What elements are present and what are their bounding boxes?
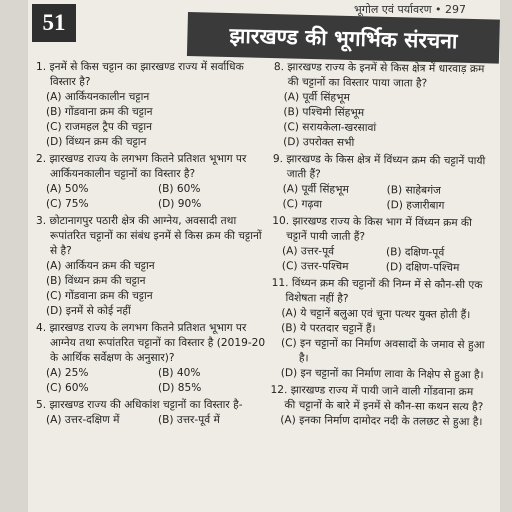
answer-option: (B) गोंडवाना क्रम की चट्टान — [46, 106, 153, 118]
question-text: 5. झारखण्ड राज्य की अधिकांश चट्टानों का विस्तार है- — [36, 399, 243, 411]
question-text: 8. झारखण्ड राज्य के इनमें से किस क्षेत्र में धारवाड़ क्रम की चट्टानों का विस्तार पाया जाता है? — [273, 60, 485, 90]
answer-option: (B) पश्चिमी सिंहभूम — [283, 106, 365, 119]
options-list — [272, 182, 486, 214]
answer-option: (C) गढ़वा — [282, 198, 323, 211]
question-text: 9. झारखण्ड के किस क्षेत्र में विंध्यन क्रम की चट्टानें पायी जाती हैं? — [272, 152, 486, 181]
answer-option: (C) इन चट्टानों का निर्माण अवसादों के जमाव से हुआ है। — [280, 337, 485, 365]
answer-option: (A) आर्कियनकालीन चट्टान — [46, 91, 150, 103]
answer-option: (B) 40% — [158, 367, 201, 379]
question-block — [273, 60, 488, 152]
answer-option: (D) दक्षिण-पश्चिम — [385, 261, 460, 274]
chapter-title: झारखण्ड की भूगर्भिक संरचना — [229, 23, 458, 54]
question-block — [36, 152, 266, 212]
answer-option: (C) गोंडवाना क्रम की चट्टान — [46, 290, 153, 302]
question-text: 4. झारखण्ड राज्य के लगभग कितने प्रतिशत भूभाग पर आग्नेय तथा रूपांतरित चट्टानों का विस्तार है (2019-20 के आर्थिक सर्वेक्षण के अनुसार)? — [36, 322, 266, 364]
options-list — [273, 90, 488, 152]
answer-option: (A) पूर्वी सिंहभूम — [283, 91, 350, 104]
answer-option: (C) सरायकेला-खरसावां — [283, 121, 377, 135]
question-block — [36, 321, 266, 396]
options-list — [272, 244, 486, 276]
answer-option: (C) 75% — [46, 198, 89, 210]
answer-option: (C) 60% — [46, 382, 89, 394]
question-text: 1. इनमें से किस चट्टान का झारखण्ड राज्य में सर्वाधिक विस्तार है? — [36, 61, 244, 88]
answer-option: (D) 90% — [158, 198, 202, 210]
answer-option: (B) साहेबगंज — [386, 184, 442, 197]
question-block — [272, 152, 487, 214]
answer-option: (A) उत्तर-पूर्व — [281, 245, 335, 258]
answer-option: (A) ये चट्टानें बलुआ एवं चूना पत्थर युक्त होती हैं। — [281, 307, 471, 322]
answer-option: (D) इन चट्टानों का निर्माण लावा के निक्षेप से हुआ है। — [280, 367, 484, 382]
answer-option: (B) दक्षिण-पूर्व — [385, 246, 445, 259]
book-page — [28, 0, 500, 512]
answer-option: (A) 50% — [46, 183, 89, 195]
chapter-number: 51 — [32, 4, 76, 42]
question-text: 2. झारखण्ड राज्य के लगभग कितने प्रतिशत भूभाग पर आर्कियनकालीन चट्टानों का विस्तार है? — [36, 153, 247, 180]
question-block — [36, 60, 266, 150]
left-column — [36, 60, 266, 430]
answer-option: (A) इनका निर्माण दामोदर नदी के तलछट से हुआ है। — [280, 414, 483, 429]
question-block — [272, 214, 487, 276]
answer-option: (D) हजारीबाग — [386, 199, 445, 212]
answer-option: (A) आर्कियन क्रम की चट्टान — [46, 260, 155, 272]
question-text: 12. झारखण्ड राज्य में पायी जाने वाली गोंडवाना क्रम की चट्टानों के बारे में इनमें से कौन-सा कथन सत्य है? — [270, 383, 484, 414]
answer-option: (B) उत्तर-पूर्व में — [158, 414, 220, 426]
options-list — [36, 259, 266, 319]
answer-option: (A) उत्तर-दक्षिण में — [46, 414, 120, 426]
question-block — [271, 276, 486, 383]
answer-option: (A) 25% — [46, 367, 89, 379]
options-list — [271, 306, 486, 383]
answer-option: (A) पूर्वी सिंहभूम — [282, 183, 349, 196]
answer-option: (D) विंध्यन क्रम की चट्टान — [46, 136, 147, 148]
question-block — [36, 214, 266, 319]
answer-option: (B) ये परतदार चट्टानें हैं। — [281, 322, 376, 336]
answer-option: (C) राजमहल ट्रैप की चट्टान — [46, 121, 152, 133]
running-head: भूगोल एवं पर्यावरण • 297 — [354, 3, 466, 16]
right-column — [270, 60, 488, 432]
options-list — [270, 413, 484, 430]
answer-option: (D) उपरोक्त सभी — [283, 136, 355, 149]
answer-option: (D) इनमें से कोई नहीं — [46, 305, 131, 317]
question-text: 3. छोटानागपुर पठारी क्षेत्र की आग्नेय, अवसादी तथा रूपांतरित चट्टानों का संबंध इनमें से किस क्रम की चट्टानों से है? — [36, 215, 262, 257]
answer-option: (B) विंध्यन क्रम की चट्टान — [46, 275, 146, 287]
question-text: 10. झारखण्ड राज्य के किस भाग में विंध्यन क्रम की चट्टानें पायी जाती हैं? — [272, 214, 472, 243]
options-list — [36, 182, 266, 212]
options-list — [36, 413, 266, 428]
answer-option: (D) 85% — [158, 382, 202, 394]
question-block — [270, 383, 484, 430]
answer-option: (C) उत्तर-पश्चिम — [281, 260, 349, 273]
question-text: 11. विंध्यन क्रम की चट्टानों की निम्न में से कौन-सी एक विशेषता नहीं है? — [271, 276, 483, 305]
options-list — [36, 366, 266, 396]
answer-option: (B) 60% — [158, 183, 201, 195]
question-block — [36, 398, 266, 428]
options-list — [36, 90, 266, 150]
